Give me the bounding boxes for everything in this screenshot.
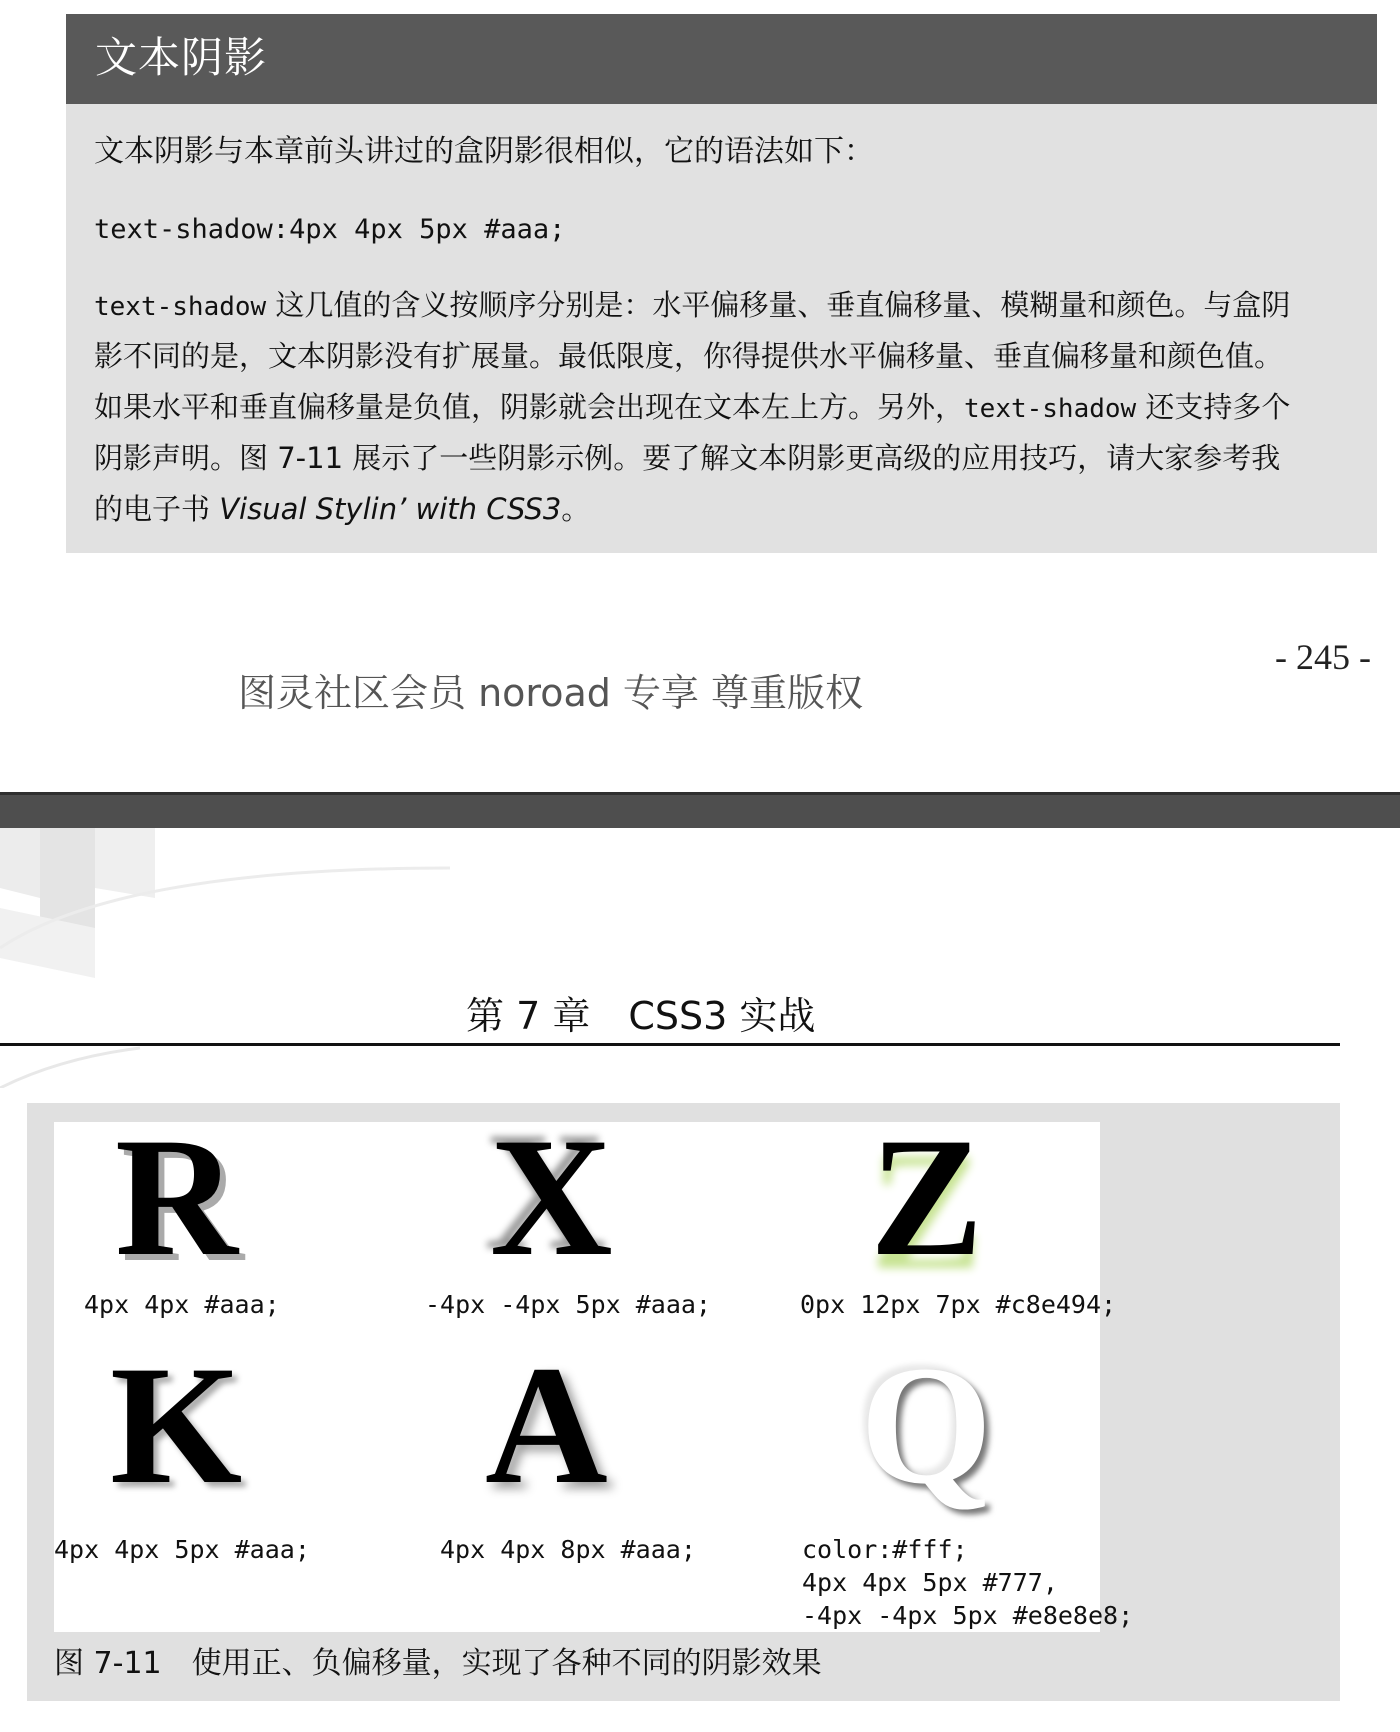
code-sample: text-shadow:4px 4px 5px #aaa;	[94, 214, 566, 245]
sidebar-intro-text: 文本阴影与本章前头讲过的盒阴影很相似，它的语法如下：	[94, 134, 874, 169]
paragraph-text: 。	[561, 492, 591, 526]
paragraph-text: 还支持多个	[1136, 390, 1291, 424]
page-number: - 245 -	[1275, 637, 1371, 677]
watermark-text: 图灵社区会员 noroad 专享 尊重版权	[238, 671, 864, 715]
book-title: Visual Stylin’ with CSS3	[219, 492, 562, 526]
paragraph-text: 如果水平和垂直偏移量是负值，阴影就会出现在文本左上方。另外，	[94, 390, 965, 424]
sidebar-paragraph	[94, 280, 1354, 535]
shadow-example-letter-z: Z	[870, 1103, 984, 1291]
shadow-example-letter-k: K	[110, 1331, 243, 1519]
inline-code: text-shadow	[964, 394, 1137, 424]
shadow-example-letter-r: R	[115, 1103, 238, 1291]
paragraph-text: 这几值的含义按顺序分别是：水平偏移量、垂直偏移量、模糊量和颜色。与盒阴	[266, 288, 1291, 322]
shadow-example-label-line: -4px -4px 5px #e8e8e8;	[802, 1601, 1134, 1630]
shadow-example-letter-a: A	[485, 1331, 608, 1519]
shadow-example-label: 4px 4px 8px #aaa;	[440, 1535, 696, 1564]
inline-code: text-shadow	[94, 292, 267, 322]
shadow-example-label-line: 4px 4px 5px #777,	[802, 1568, 1058, 1597]
sidebar-title: 文本阴影	[95, 33, 268, 82]
shadow-example-label-line: color:#fff;	[802, 1535, 968, 1564]
shadow-example-letter-x: X	[490, 1103, 613, 1291]
figure-caption: 图 7-11 使用正、负偏移量，实现了各种不同的阴影效果	[54, 1646, 822, 1681]
page-decoration	[0, 828, 460, 1088]
shadow-example-label: 4px 4px 5px #aaa;	[54, 1535, 310, 1564]
paragraph-line-2: 影不同的是，文本阴影没有扩展量。最低限度，你得提供水平偏移量、垂直偏移量和颜色值。	[94, 339, 1284, 373]
paragraph-line-4: 阴影声明。图 7-11 展示了一些阴影示例。要了解文本阴影更高级的应用技巧，请大家参考我	[94, 441, 1281, 475]
shadow-example-label: -4px -4px 5px #aaa;	[425, 1290, 711, 1319]
paragraph-line-5	[94, 484, 1354, 535]
paragraph-text: 的电子书	[94, 492, 220, 526]
paragraph-line-3	[94, 382, 1354, 433]
shadow-example-letter-q: Q	[860, 1331, 993, 1519]
page-divider	[0, 792, 1400, 828]
header-rule	[0, 1043, 1340, 1046]
shadow-example-label: 0px 12px 7px #c8e494;	[800, 1290, 1117, 1319]
shadow-example-label: 4px 4px #aaa;	[84, 1290, 280, 1319]
running-header: 第 7 章 CSS3 实战	[466, 994, 816, 1038]
paragraph-line-1	[94, 280, 1354, 331]
